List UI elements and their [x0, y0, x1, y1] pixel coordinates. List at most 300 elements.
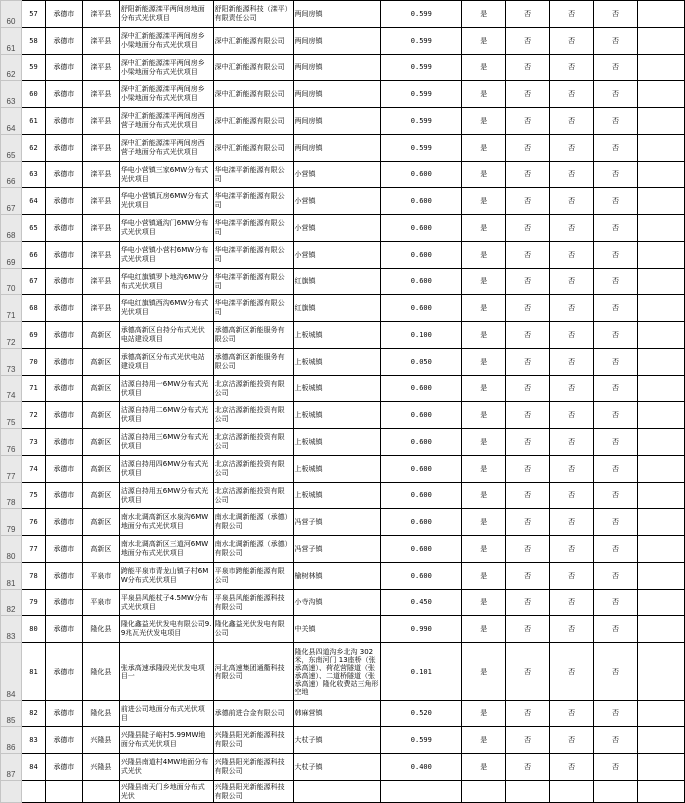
county-cell: 滦平县: [82, 1, 119, 28]
town-cell: 两间房镇: [293, 81, 381, 108]
flag-cell-1: 是: [462, 429, 506, 456]
seq-cell: 69: [21, 322, 45, 349]
row-header[interactable]: 78: [1, 483, 22, 509]
company-cell: 舒阳新能源科技（滦平）有限责任公司: [213, 1, 293, 28]
flag-cell-3: 否: [550, 429, 594, 456]
empty-cell: [637, 55, 684, 81]
flag-cell-4: [594, 781, 638, 803]
flag-cell-4: 否: [594, 590, 638, 616]
project-name-cell: 跨能平泉市青龙山镇子村6MW分布式光伏项目: [119, 563, 213, 590]
project-name-cell: 沽源自持用三6MW分布式光伏项目: [119, 429, 213, 456]
flag-cell-4: 否: [594, 322, 638, 349]
flag-cell-4: 否: [594, 242, 638, 269]
flag-cell-4: 否: [594, 429, 638, 456]
table-row: [1, 429, 685, 456]
town-cell: 小营镇: [293, 162, 381, 188]
company-cell: 华电滦平新能源有限公司: [213, 295, 293, 322]
project-name-cell: 舒阳新能源滦平两间房地面分布式光伏项目: [119, 1, 213, 28]
city-cell: 承德市: [45, 616, 82, 643]
company-cell: 平泉县风能新能源科技有限公司: [213, 590, 293, 616]
company-cell: 华电滦平新能源有限公司: [213, 242, 293, 269]
town-cell: 韩麻营镇: [293, 701, 381, 727]
row-header[interactable]: 83: [1, 616, 22, 643]
flag-cell-3: 否: [550, 402, 594, 429]
company-cell: 深中汇新能源有限公司: [213, 55, 293, 81]
empty-cell: [637, 754, 684, 781]
flag-cell-1: 是: [462, 509, 506, 536]
seq-cell: 70: [21, 349, 45, 376]
row-header[interactable]: [1, 781, 22, 803]
project-name-cell: 华电红旗镇西沟6MW分布式光伏项目: [119, 295, 213, 322]
flag-cell-2: 否: [506, 162, 550, 188]
row-header[interactable]: 61: [1, 28, 22, 55]
seq-cell: 82: [21, 701, 45, 727]
project-name-cell: 沽源自持用五6MW分布式光伏项目: [119, 483, 213, 509]
flag-cell-3: 否: [550, 215, 594, 242]
flag-cell-1: 是: [462, 28, 506, 55]
project-name-cell: 隆化鑫益光伏发电有限公司9.9兆瓦光伏发电项目: [119, 616, 213, 643]
seq-cell: 78: [21, 563, 45, 590]
seq-cell: 74: [21, 456, 45, 483]
flag-cell-2: 否: [506, 456, 550, 483]
capacity-cell: 0.101: [381, 643, 462, 701]
seq-cell: 67: [21, 269, 45, 295]
county-cell: 滦平县: [82, 81, 119, 108]
row-header[interactable]: 82: [1, 590, 22, 616]
seq-cell: 66: [21, 242, 45, 269]
county-cell: [82, 781, 119, 803]
project-name-cell: 平泉县风能杖子4.5MW分布式光伏项目: [119, 590, 213, 616]
city-cell: 承德市: [45, 81, 82, 108]
flag-cell-3: 否: [550, 1, 594, 28]
city-cell: 承德市: [45, 242, 82, 269]
row-header[interactable]: 87: [1, 754, 22, 781]
county-cell: 滦平县: [82, 242, 119, 269]
flag-cell-4: 否: [594, 28, 638, 55]
seq-cell: 73: [21, 429, 45, 456]
county-cell: 滦平县: [82, 55, 119, 81]
project-name-cell: 深中汇新能源滦平两间房乡小梁地面分布式光伏项目: [119, 28, 213, 55]
town-cell: 上板城镇: [293, 349, 381, 376]
town-cell: 小营镇: [293, 242, 381, 269]
capacity-cell: 0.599: [381, 55, 462, 81]
company-cell: 隆化鑫益光伏发电有限公司: [213, 616, 293, 643]
table-row: [1, 81, 685, 108]
flag-cell-4: 否: [594, 215, 638, 242]
town-cell: 小营镇: [293, 215, 381, 242]
project-name-cell: 华电小营镇瓦房6MW分布式光伏项目: [119, 188, 213, 215]
row-header[interactable]: 69: [1, 242, 22, 269]
seq-cell: 79: [21, 590, 45, 616]
flag-cell-1: 是: [462, 242, 506, 269]
city-cell: 承德市: [45, 754, 82, 781]
flag-cell-3: 否: [550, 242, 594, 269]
seq-cell: 61: [21, 108, 45, 135]
row-header[interactable]: 70: [1, 269, 22, 295]
row-header[interactable]: 86: [1, 727, 22, 754]
capacity-cell: 0.600: [381, 242, 462, 269]
county-cell: 滦平县: [82, 215, 119, 242]
flag-cell-2: 否: [506, 616, 550, 643]
flag-cell-1: [462, 781, 506, 803]
flag-cell-3: 否: [550, 590, 594, 616]
table-row: [1, 590, 685, 616]
company-cell: 承德高新区新能服务有限公司: [213, 349, 293, 376]
capacity-cell: 0.600: [381, 483, 462, 509]
flag-cell-1: 是: [462, 269, 506, 295]
project-name-cell: 深中汇新能源滦平两间房乡小梁地面分布式光伏项目: [119, 81, 213, 108]
table-row: [1, 162, 685, 188]
empty-cell: [637, 376, 684, 402]
city-cell: 承德市: [45, 590, 82, 616]
flag-cell-3: 否: [550, 754, 594, 781]
project-name-cell: 沽源自持用一6MW分布式光伏项目: [119, 376, 213, 402]
seq-cell: 64: [21, 188, 45, 215]
flag-cell-2: 否: [506, 643, 550, 701]
capacity-cell: 0.600: [381, 402, 462, 429]
capacity-cell: 0.600: [381, 563, 462, 590]
row-header[interactable]: 67: [1, 188, 22, 215]
capacity-cell: 0.600: [381, 162, 462, 188]
row-header[interactable]: 79: [1, 509, 22, 536]
flag-cell-1: 是: [462, 727, 506, 754]
seq-cell: 81: [21, 643, 45, 701]
seq-cell: 62: [21, 135, 45, 162]
flag-cell-3: 否: [550, 81, 594, 108]
row-header[interactable]: 63: [1, 81, 22, 108]
flag-cell-2: 否: [506, 563, 550, 590]
county-cell: 高新区: [82, 536, 119, 563]
row-header[interactable]: 81: [1, 563, 22, 590]
flag-cell-2: 否: [506, 81, 550, 108]
seq-cell: 83: [21, 727, 45, 754]
row-header[interactable]: 73: [1, 349, 22, 376]
city-cell: 承德市: [45, 215, 82, 242]
seq-cell: 60: [21, 81, 45, 108]
row-header[interactable]: 64: [1, 108, 22, 135]
empty-cell: [637, 108, 684, 135]
flag-cell-1: 是: [462, 322, 506, 349]
project-name-cell: 南水北调高新区三道河6MW地面分布式光伏项目: [119, 536, 213, 563]
flag-cell-1: 是: [462, 295, 506, 322]
company-cell: 平泉市跨能新能源有限公司: [213, 563, 293, 590]
flag-cell-4: 否: [594, 269, 638, 295]
company-cell: 华电滦平新能源有限公司: [213, 188, 293, 215]
company-cell: 深中汇新能源有限公司: [213, 81, 293, 108]
table-row: [1, 536, 685, 563]
table-row: [1, 483, 685, 509]
flag-cell-1: 是: [462, 81, 506, 108]
table-row: [1, 215, 685, 242]
company-cell: 深中汇新能源有限公司: [213, 108, 293, 135]
row-header[interactable]: 60: [1, 1, 22, 28]
row-header[interactable]: 71: [1, 295, 22, 322]
town-cell: 上板城镇: [293, 376, 381, 402]
capacity-cell: 0.100: [381, 322, 462, 349]
city-cell: 承德市: [45, 402, 82, 429]
row-header[interactable]: 75: [1, 402, 22, 429]
flag-cell-4: 否: [594, 162, 638, 188]
capacity-cell: 0.599: [381, 1, 462, 28]
city-cell: 承德市: [45, 727, 82, 754]
flag-cell-4: 否: [594, 188, 638, 215]
table-row: [1, 242, 685, 269]
seq-cell: 57: [21, 1, 45, 28]
company-cell: 深中汇新能源有限公司: [213, 135, 293, 162]
flag-cell-4: 否: [594, 456, 638, 483]
empty-cell: [637, 295, 684, 322]
flag-cell-4: 否: [594, 402, 638, 429]
flag-cell-4: 否: [594, 483, 638, 509]
project-name-cell: 深中汇新能源滦平两间房西营子地面分布式光伏项目: [119, 108, 213, 135]
county-cell: 兴隆县: [82, 754, 119, 781]
empty-cell: [637, 456, 684, 483]
table-row: [1, 55, 685, 81]
table-row: [1, 727, 685, 754]
flag-cell-3: 否: [550, 563, 594, 590]
county-cell: 隆化县: [82, 643, 119, 701]
county-cell: 滦平县: [82, 135, 119, 162]
project-name-cell: 华电红旗镇罗卜地沟6MW分布式光伏项目: [119, 269, 213, 295]
company-cell: 北京沽源新能投资有限公司: [213, 402, 293, 429]
row-header[interactable]: 77: [1, 456, 22, 483]
flag-cell-4: 否: [594, 81, 638, 108]
table-row: [1, 135, 685, 162]
county-cell: 隆化县: [82, 701, 119, 727]
capacity-cell: 0.599: [381, 727, 462, 754]
city-cell: 承德市: [45, 429, 82, 456]
empty-cell: [637, 509, 684, 536]
town-cell: 小寺沟镇: [293, 590, 381, 616]
town-cell: [293, 781, 381, 803]
flag-cell-3: 否: [550, 108, 594, 135]
company-cell: 承德高新区新能服务有限公司: [213, 322, 293, 349]
capacity-cell: 0.450: [381, 590, 462, 616]
city-cell: 承德市: [45, 563, 82, 590]
city-cell: 承德市: [45, 269, 82, 295]
capacity-cell: 0.600: [381, 429, 462, 456]
flag-cell-4: 否: [594, 536, 638, 563]
project-name-cell: 兴隆县陡子峪村5.99MW地面分布式光伏项目: [119, 727, 213, 754]
row-header[interactable]: 76: [1, 429, 22, 456]
flag-cell-2: 否: [506, 349, 550, 376]
flag-cell-2: 否: [506, 590, 550, 616]
flag-cell-2: 否: [506, 295, 550, 322]
city-cell: 承德市: [45, 1, 82, 28]
empty-cell: [637, 1, 684, 28]
county-cell: 滦平县: [82, 188, 119, 215]
capacity-cell: [381, 781, 462, 803]
row-header[interactable]: 84: [1, 643, 22, 701]
table-row: [1, 108, 685, 135]
flag-cell-2: [506, 781, 550, 803]
row-header[interactable]: 68: [1, 215, 22, 242]
empty-cell: [637, 28, 684, 55]
project-name-cell: 深中汇新能源滦平两间房西营子地面分布式光伏项目: [119, 135, 213, 162]
seq-cell: 76: [21, 509, 45, 536]
capacity-cell: 0.600: [381, 509, 462, 536]
capacity-cell: 0.600: [381, 536, 462, 563]
flag-cell-1: 是: [462, 402, 506, 429]
table-row: [1, 701, 685, 727]
flag-cell-3: 否: [550, 616, 594, 643]
county-cell: 高新区: [82, 322, 119, 349]
county-cell: 高新区: [82, 349, 119, 376]
flag-cell-2: 否: [506, 727, 550, 754]
county-cell: 隆化县: [82, 616, 119, 643]
company-cell: 北京沽源新能投资有限公司: [213, 429, 293, 456]
project-name-cell: 前进公司地面分布式光伏项目: [119, 701, 213, 727]
row-header[interactable]: 62: [1, 55, 22, 81]
flag-cell-2: 否: [506, 188, 550, 215]
flag-cell-2: 否: [506, 402, 550, 429]
capacity-cell: 0.400: [381, 754, 462, 781]
empty-cell: [637, 242, 684, 269]
flag-cell-2: 否: [506, 28, 550, 55]
town-cell: 两间房镇: [293, 55, 381, 81]
seq-cell: 63: [21, 162, 45, 188]
county-cell: 高新区: [82, 429, 119, 456]
flag-cell-4: 否: [594, 701, 638, 727]
empty-cell: [637, 188, 684, 215]
flag-cell-4: 否: [594, 616, 638, 643]
capacity-cell: 0.599: [381, 108, 462, 135]
flag-cell-1: 是: [462, 483, 506, 509]
capacity-cell: 0.599: [381, 135, 462, 162]
table-row: [1, 1, 685, 28]
seq-cell: 72: [21, 402, 45, 429]
town-cell: 上板城镇: [293, 402, 381, 429]
city-cell: 承德市: [45, 28, 82, 55]
row-header[interactable]: 72: [1, 322, 22, 349]
flag-cell-2: 否: [506, 429, 550, 456]
capacity-cell: 0.599: [381, 28, 462, 55]
city-cell: 承德市: [45, 483, 82, 509]
capacity-cell: 0.600: [381, 215, 462, 242]
company-cell: 华电滦平新能源有限公司: [213, 269, 293, 295]
town-cell: 中关镇: [293, 616, 381, 643]
seq-cell: 80: [21, 616, 45, 643]
flag-cell-4: 否: [594, 754, 638, 781]
seq-cell: 71: [21, 376, 45, 402]
empty-cell: [637, 727, 684, 754]
county-cell: 高新区: [82, 376, 119, 402]
company-cell: 承德前进合金有限公司: [213, 701, 293, 727]
flag-cell-1: 是: [462, 590, 506, 616]
flag-cell-4: 否: [594, 108, 638, 135]
company-cell: 南水北调新能源（承德）有限公司: [213, 509, 293, 536]
flag-cell-1: 是: [462, 349, 506, 376]
town-cell: 冯营子镇: [293, 536, 381, 563]
table-row: [1, 509, 685, 536]
flag-cell-3: 否: [550, 509, 594, 536]
table-row: [1, 563, 685, 590]
town-cell: 隆化县四道沟乡北沟 302 米，东南河门 13座桥（张承高速）、荷花营隧道（张承高速）、二道桥隧道（张承高速）隆化收费站三角形空地: [293, 643, 381, 701]
company-cell: 南水北调新能源（承德）有限公司: [213, 536, 293, 563]
seq-cell: 59: [21, 55, 45, 81]
town-cell: 红旗镇: [293, 269, 381, 295]
empty-cell: [637, 402, 684, 429]
flag-cell-2: 否: [506, 483, 550, 509]
town-cell: 大杖子镇: [293, 754, 381, 781]
company-cell: 北京沽源新能投资有限公司: [213, 376, 293, 402]
county-cell: 平泉市: [82, 590, 119, 616]
project-name-cell: 南水北调高新区水泉沟6MW地面分布式光伏项目: [119, 509, 213, 536]
capacity-cell: 0.599: [381, 81, 462, 108]
project-name-cell: 华电小营镇三家6MW分布式光伏项目: [119, 162, 213, 188]
city-cell: 承德市: [45, 509, 82, 536]
town-cell: 上板城镇: [293, 429, 381, 456]
flag-cell-2: 否: [506, 1, 550, 28]
flag-cell-3: 否: [550, 162, 594, 188]
town-cell: 大杖子镇: [293, 727, 381, 754]
flag-cell-1: 是: [462, 754, 506, 781]
flag-cell-3: [550, 781, 594, 803]
flag-cell-3: 否: [550, 269, 594, 295]
empty-cell: [637, 616, 684, 643]
flag-cell-3: 否: [550, 295, 594, 322]
capacity-cell: 0.600: [381, 269, 462, 295]
county-cell: 滦平县: [82, 28, 119, 55]
table-row: [1, 402, 685, 429]
town-cell: 小营镇: [293, 188, 381, 215]
flag-cell-4: 否: [594, 135, 638, 162]
project-name-cell: 张承高速承隆段光伏发电项目一: [119, 643, 213, 701]
table-row: [1, 322, 685, 349]
flag-cell-3: 否: [550, 135, 594, 162]
empty-cell: [637, 590, 684, 616]
company-cell: 兴隆县阳光新能源科技有限公司: [213, 727, 293, 754]
table-row: [1, 456, 685, 483]
town-cell: 上板城镇: [293, 483, 381, 509]
project-name-cell: 华电小营镇通沟门6MW分布式光伏项目: [119, 215, 213, 242]
seq-cell: 65: [21, 215, 45, 242]
project-name-cell: 承德高新区自持分布式光伏电站建设项目: [119, 322, 213, 349]
flag-cell-2: 否: [506, 215, 550, 242]
flag-cell-1: 是: [462, 616, 506, 643]
flag-cell-1: 是: [462, 162, 506, 188]
row-header[interactable]: 85: [1, 701, 22, 727]
empty-cell: [637, 215, 684, 242]
flag-cell-3: 否: [550, 376, 594, 402]
city-cell: 承德市: [45, 376, 82, 402]
flag-cell-4: 否: [594, 509, 638, 536]
project-name-cell: 沽源自持用二6MW分布式光伏项目: [119, 402, 213, 429]
capacity-cell: 0.600: [381, 376, 462, 402]
empty-cell: [637, 269, 684, 295]
company-cell: 兴隆县阳光新能源科技有限公司: [213, 754, 293, 781]
empty-cell: [637, 135, 684, 162]
seq-cell: [21, 781, 45, 803]
county-cell: 滦平县: [82, 295, 119, 322]
flag-cell-3: 否: [550, 643, 594, 701]
capacity-cell: 0.050: [381, 349, 462, 376]
project-name-cell: 兴隆县南天门乡地面分布式光伏: [119, 781, 213, 803]
row-header[interactable]: 80: [1, 536, 22, 563]
flag-cell-4: 否: [594, 643, 638, 701]
flag-cell-4: 否: [594, 55, 638, 81]
table-row: [1, 643, 685, 701]
row-header[interactable]: 66: [1, 162, 22, 188]
city-cell: 承德市: [45, 162, 82, 188]
empty-cell: [637, 429, 684, 456]
row-header[interactable]: 74: [1, 376, 22, 402]
flag-cell-2: 否: [506, 509, 550, 536]
flag-cell-1: 是: [462, 376, 506, 402]
row-header[interactable]: 65: [1, 135, 22, 162]
city-cell: 承德市: [45, 536, 82, 563]
county-cell: 高新区: [82, 509, 119, 536]
